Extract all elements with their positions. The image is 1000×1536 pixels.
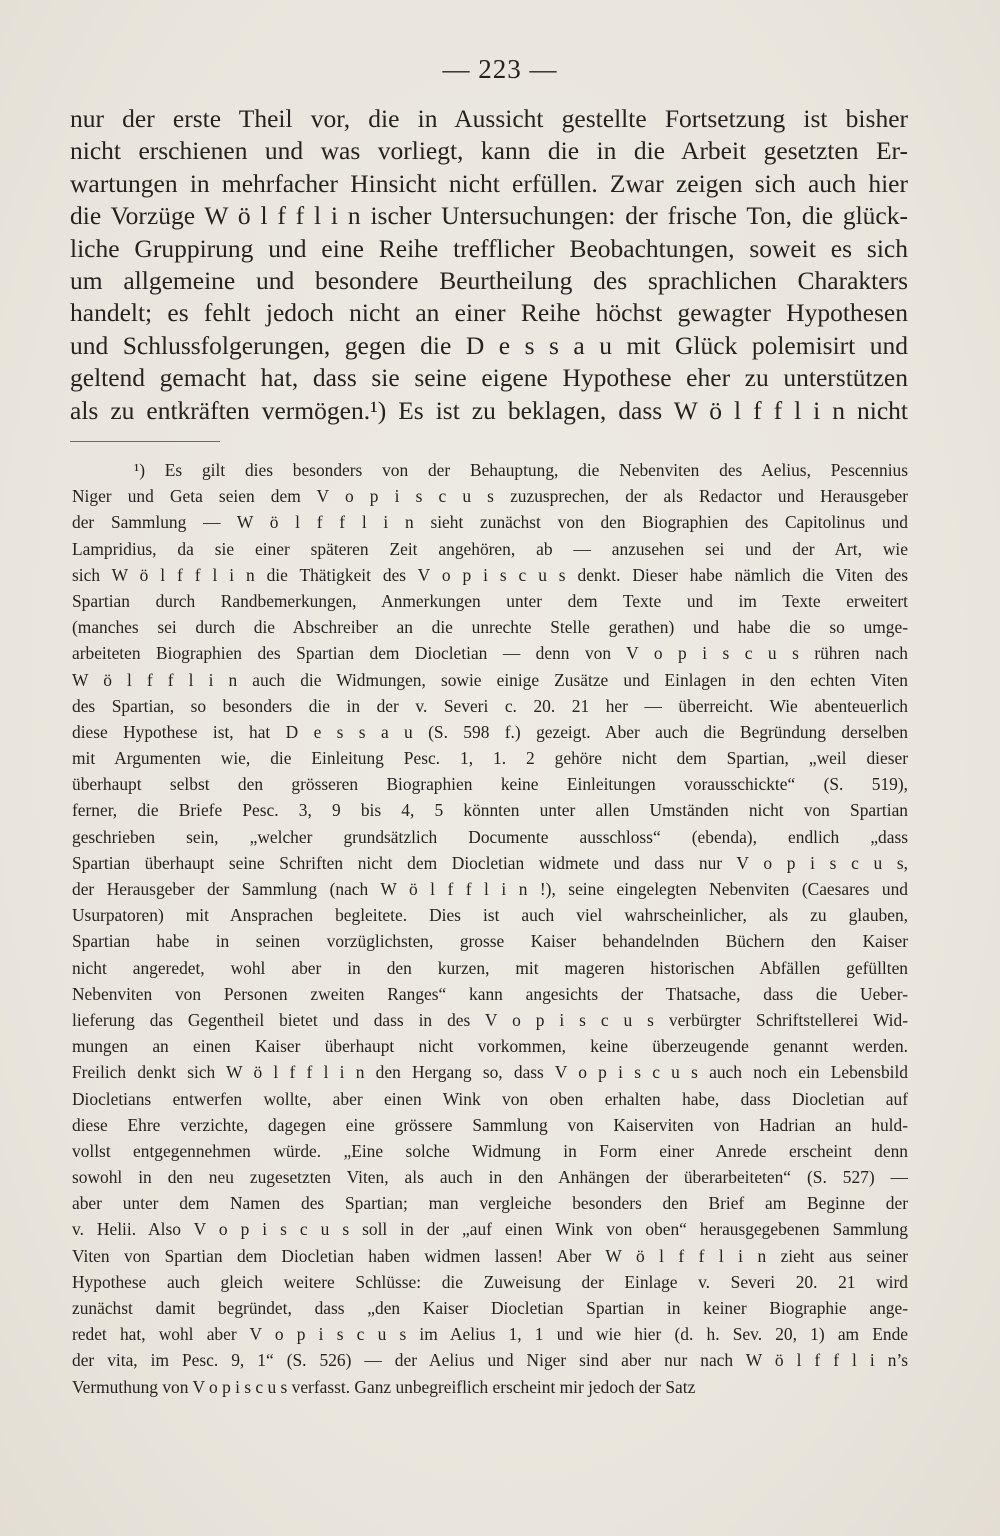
footnote-line: des Spartian, so besonders die in der v. Severi c. 20. 21 her — überreicht. Wie abenteuerlich bbox=[72, 695, 908, 716]
footnote-line: lieferung das Gegentheil bietet und dass in des V o p i s c u s verbürgter Schriftstellerei Wid- bbox=[72, 1009, 908, 1030]
footnote-line: mungen an einen Kaiser überhaupt nicht vorkommen, keine überzeugende genannt werden. bbox=[72, 1036, 908, 1057]
footnote-line: geschrieben sein, „welcher grundsätzlich Documente ausschloss“ (ebenda), endlich „dass bbox=[72, 826, 908, 847]
main-text-block bbox=[70, 103, 908, 427]
footnote-block bbox=[72, 457, 908, 1400]
footnote-line: der Herausgeber der Sammlung (nach W ö l f f l i n !), seine eingelegten Nebenviten (Caesares und bbox=[72, 879, 908, 899]
page-number: — 223 — bbox=[442, 54, 558, 84]
footnote-line: W ö l f f l i n auch die Widmungen, sowie einige Zusätze und Einlagen in den echten Viten bbox=[72, 669, 908, 690]
main-text-line: geltend gemacht hat, dass sie seine eigene Hypothese eher zu unterstützen bbox=[70, 363, 908, 393]
main-text-line: nur der erste Theil vor, die in Aussicht gestellte Fortsetzung ist bisher bbox=[70, 104, 908, 133]
footnote-line: überhaupt selbst den grösseren Biographien keine Einleitungen vorausschickte“ (S. 519), bbox=[72, 774, 908, 795]
main-text-line: nicht erschienen und was vorliegt, kann die in die Arbeit gesetzten Er- bbox=[70, 136, 908, 166]
footnote-line: sowohl in den neu zugesetzten Viten, als auch in den Anhängen der überarbeiteten“ (S. 527) — bbox=[72, 1167, 908, 1188]
footnote-line: nicht angeredet, wohl aber in den kurzen, mit mageren historischen Abfällen gefüllten bbox=[72, 957, 908, 978]
footnote-line: der vita, im Pesc. 9, 1“ (S. 526) — der Aelius und Niger sind aber nur nach W ö l f f l i n’s bbox=[72, 1350, 908, 1371]
main-text-line: um allgemeine und besondere Beurtheilung des sprachlichen Charakters bbox=[70, 265, 908, 295]
footnote-line: ¹) Es gilt dies besonders von der Behauptung, die Nebenviten des Aelius, Pescennius bbox=[134, 460, 908, 480]
main-text-line: liche Gruppirung und eine Reihe trefflicher Beobachtungen, soweit es sich bbox=[70, 233, 908, 263]
footnote-line: Freilich denkt sich W ö l f f l i n den Hergang so, dass V o p i s c u s auch noch ein Lebensbild bbox=[72, 1062, 908, 1083]
footnote-line: Usurpatoren) mit Ansprachen begleitete. Dies ist auch viel wahrscheinlicher, als zu glauben, bbox=[72, 905, 908, 926]
main-text-line: handelt; es fehlt jedoch nicht an einer Reihe höchst gewagter Hypothesen bbox=[70, 298, 908, 328]
main-text-line: als zu entkräften vermögen.¹) Es ist zu beklagen, dass W ö l f f l i n nicht bbox=[70, 395, 908, 425]
footnote-line: vollst entgegennehmen würde. „Eine solche Widmung in Form einer Anrede erscheint denn bbox=[72, 1140, 908, 1161]
footnote-line: Spartian überhaupt seine Schriften nicht dem Diocletian widmete und dass nur V o p i s c u s, bbox=[72, 852, 908, 873]
footnote-line: (manches sei durch die Abschreiber an die unrechte Stelle gerathen) und habe die so umge- bbox=[72, 617, 908, 638]
footnote-line: Nebenviten von Personen zweiten Ranges“ kann angesichts der Thatsache, dass die Ueber- bbox=[72, 983, 908, 1004]
main-text-line: und Schlussfolgerungen, gegen die D e s s a u mit Glück polemisirt und bbox=[70, 330, 908, 360]
footnote-line: Lampridius, da sie einer späteren Zeit angehören, ab — anzusehen sei und der Art, wie bbox=[72, 538, 908, 559]
footnote-line: v. Helii. Also V o p i s c u s soll in der „auf einen Wink von oben“ herausgegebenen Sammlung bbox=[72, 1219, 908, 1240]
footnote-line: aber unter dem Namen des Spartian; man vergleiche besonders den Brief am Beginne der bbox=[72, 1193, 908, 1214]
footnote-line: der Sammlung — W ö l f f l i n sieht zunächst von den Biographien des Capitolinus und bbox=[72, 512, 908, 533]
footnote-line: Niger und Geta seien dem V o p i s c u s zuzusprechen, der als Redactor und Herausgeber bbox=[72, 486, 908, 507]
footnote-line: arbeiteten Biographien des Spartian dem Diocletian — denn von V o p i s c u s rühren nach bbox=[72, 643, 908, 664]
main-text-line: die Vorzüge W ö l f f l i n ischer Untersuchungen: der frische Ton, die glück- bbox=[70, 201, 908, 231]
footnote-line: Spartian durch Randbemerkungen, Anmerkungen unter dem Texte und im Texte erweitert bbox=[72, 590, 908, 611]
footnote-divider bbox=[70, 441, 220, 442]
footnote-line: Diocletians entwerfen wollte, aber einen Wink von oben erhalten habe, dass Diocletian auf bbox=[72, 1088, 908, 1109]
footnote-line: Vermuthung von V o p i s c u s verfasst. Ganz unbegreiflich erscheint mir jedoch der Satz bbox=[72, 1376, 696, 1397]
footnote-line: zunächst damit begründet, dass „den Kaiser Diocletian Spartian in keiner Biographie ange- bbox=[72, 1298, 908, 1318]
footnote-line: Hypothese auch gleich weitere Schlüsse: die Zuweisung der Einlage v. Severi 20. 21 wird bbox=[72, 1271, 908, 1292]
footnote-line: redet hat, wohl aber V o p i s c u s im Aelius 1, 1 und wie hier (d. h. Sev. 20, 1) am Ende bbox=[72, 1324, 908, 1345]
footnote-line: diese Ehre verzichte, dagegen eine grössere Sammlung von Kaiserviten von Hadrian an huld- bbox=[72, 1114, 908, 1135]
main-text-line: wartungen in mehrfacher Hinsicht nicht erfüllen. Zwar zeigen sich auch hier bbox=[70, 168, 908, 198]
footnote-line: Viten von Spartian dem Diocletian haben widmen lassen! Aber W ö l f f l i n zieht aus seiner bbox=[72, 1245, 908, 1266]
footnote-line: sich W ö l f f l i n die Thätigkeit des V o p i s c u s denkt. Dieser habe nämlich die Viten des bbox=[72, 564, 908, 585]
footnote-line: mit Argumenten wie, die Einleitung Pesc. 1, 1. 2 gehöre nicht dem Spartian, „weil dieser bbox=[72, 748, 908, 769]
footnote-line: Spartian habe in seinen vorzüglichsten, grosse Kaiser behandelnden Büchern den Kaiser bbox=[72, 931, 908, 952]
footnote-line: ferner, die Briefe Pesc. 3, 9 bis 4, 5 könnten unter allen Umständen nicht von Spartian bbox=[72, 800, 908, 821]
footnote-line: diese Hypothese ist, hat D e s s a u (S. 598 f.) gezeigt. Aber auch die Begründung derselben bbox=[72, 721, 908, 742]
